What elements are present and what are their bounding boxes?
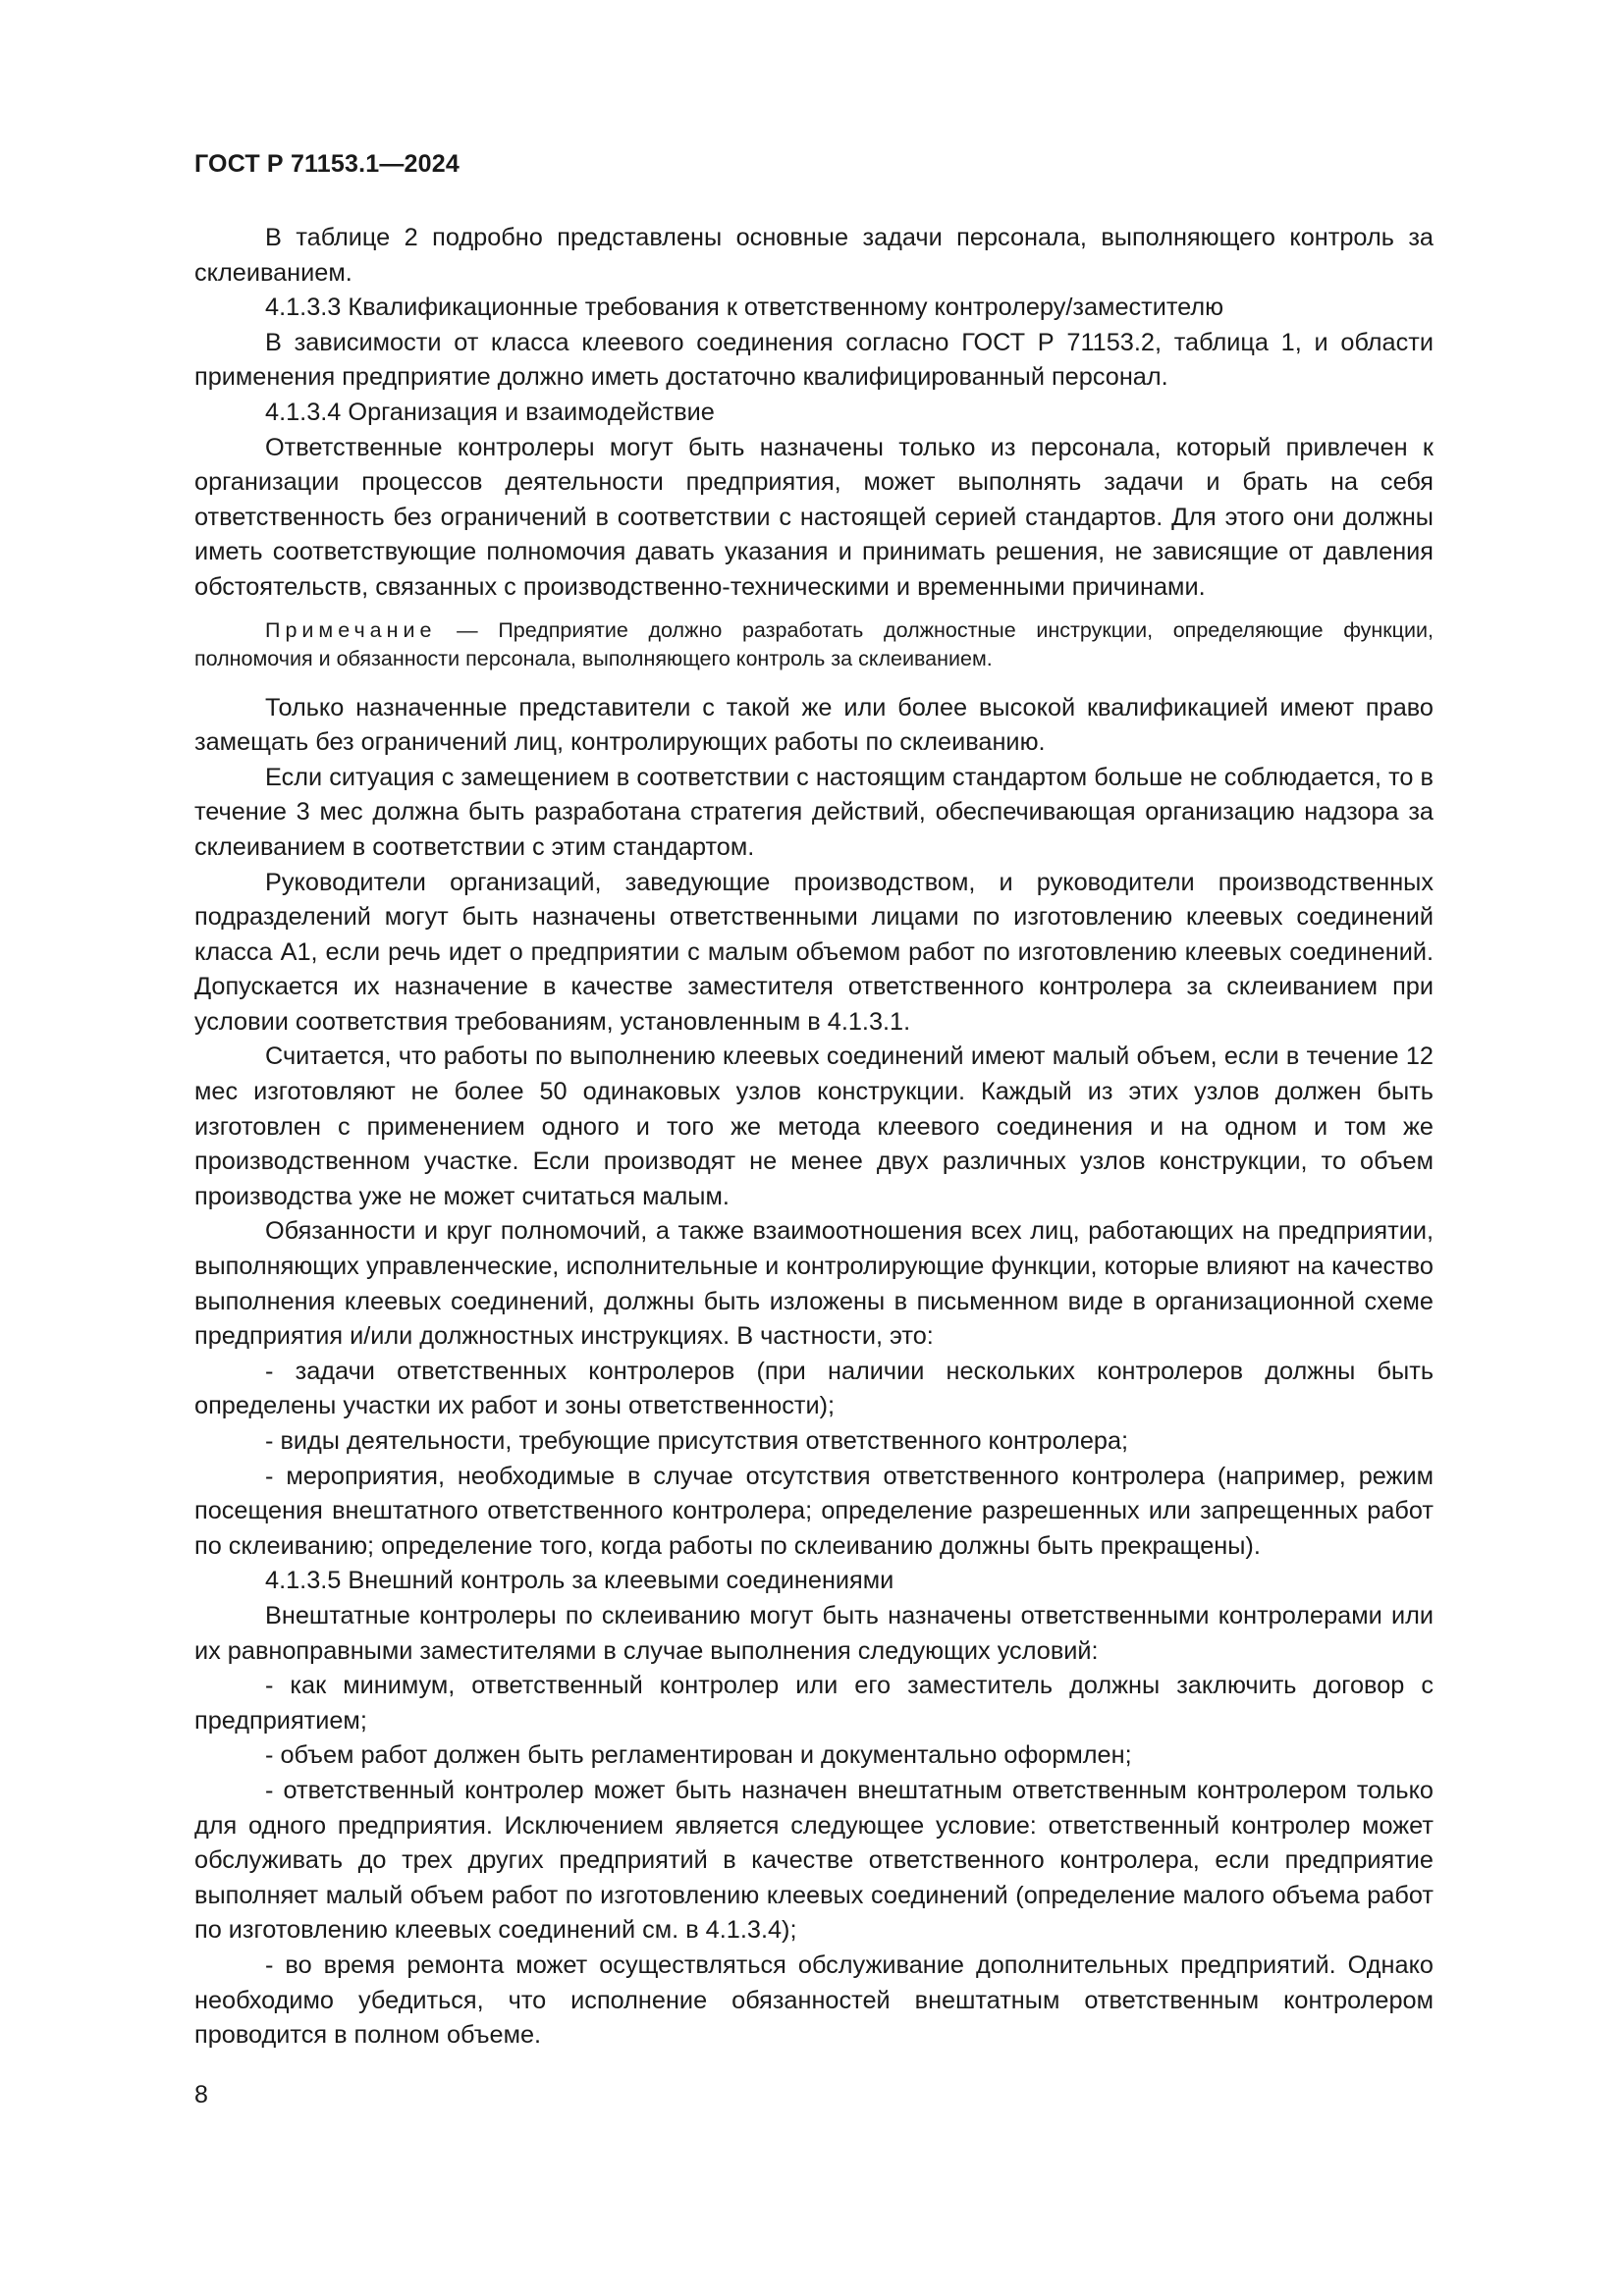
document-body: [194, 221, 1434, 2054]
paragraph: Руководители организаций, заведующие производством, и руководители производственных подразделений могут быть назначены ответственными лицами по изготовлению клеевых соединений класса А1, если речь идет о предприятии с малым объемом работ по изготовлению клеевых соединений. Допускается их назначение в качестве заместителя ответственного контролера за склеиванием при условии соответствия требованиям, установленным в 4.1.3.1.: [194, 868, 1434, 1036]
section-heading-4-1-3-3: 4.1.3.3 Квалификационные требования к ответственному контролеру/заместителю: [265, 294, 1224, 322]
paragraph: В таблице 2 подробно представлены основные задачи персонала, выполняющего контроль за склеиванием.: [194, 224, 1434, 287]
section-heading-4-1-3-5: 4.1.3.5 Внешний контроль за клеевыми соединениями: [265, 1567, 894, 1595]
list-item: - мероприятия, необходимые в случае отсутствия ответственного контролера (например, режим посещения внештатного ответственного контролера; определение разрешенных или запрещенных работ по склеиванию; определение того, когда работы по склеиванию должны быть прекращены).: [194, 1462, 1434, 1560]
list-item: - во время ремонта может осуществляться обслуживание дополнительных предприятий. Однако необходимо убедиться, что исполнение обязанностей внештатным ответственным контролером проводится в полном объеме.: [194, 1950, 1434, 2050]
paragraph: В зависимости от класса клеевого соединения согласно ГОСТ Р 71153.2, таблица 1, и области применения предприятие должно иметь достаточно квалифицированный персонал.: [194, 328, 1434, 392]
note: [194, 616, 1434, 673]
paragraph: Обязанности и круг полномочий, а также взаимоотношения всех лиц, работающих на предприятии, выполняющих управленческие, исполнительные и контролирующие функции, которые влияют на качество выполнения клеевых соединений, должны быть изложены в письменном виде в организационной схеме предприятия и/или должностных инструкциях. В частности, это:: [194, 1217, 1434, 1351]
paragraph: Считается, что работы по выполнению клеевых соединений имеют малый объем, если в течение 12 мес изготовляют не более 50 одинаковых узлов конструкции. Каждый из этих узлов должен быть изготовлен с применением одного и того же метода клеевого соединения и на одном и том же производственном участке. Если производят не менее двух различных узлов конструкции, то объем производства уже не может считаться малым.: [194, 1042, 1434, 1210]
note-label: Примечание: [265, 617, 437, 642]
note-text: — Предприятие должно разработать должностные инструкции, определяющие функции, полномочия и обязанности персонала, выполняющего контроль за склеиванием.: [194, 617, 1434, 670]
section-heading-4-1-3-4: 4.1.3.4 Организация и взаимодействие: [265, 398, 715, 426]
paragraph: Ответственные контролеры могут быть назначены только из персонала, который привлечен к организации процессов деятельности предприятия, может выполнять задачи и брать на себя ответственность без ограничений в соответствии с настоящей серией стандартов. Для этого они должны иметь соответствующие полномочия давать указания и принимать решения, не зависящие от давления обстоятельств, связанных с производственно-техническими и временными причинами.: [194, 433, 1434, 601]
list-item: - ответственный контролер может быть назначен внештатным ответственным контролером только для одного предприятия. Исключением является следующее условие: ответственный контролер может обслуживать до трех других предприятий в качестве ответственного контролера, если предприятие выполняет малый объем работ по изготовлению клеевых соединений (определение малого объема работ по изготовлению клеевых соединений см. в 4.1.3.4);: [194, 1776, 1434, 1945]
paragraph: Внештатные контролеры по склеиванию могут быть назначены ответственными контролерами или их равноправными заместителями в случае выполнения следующих условий:: [194, 1601, 1434, 1665]
list-item: - виды деятельности, требующие присутствия ответственного контролера;: [265, 1427, 1129, 1455]
list-item: - объем работ должен быть регламентирован и документально оформлен;: [265, 1741, 1132, 1770]
document-header: ГОСТ Р 71153.1—2024: [194, 150, 460, 178]
page-number: 8: [194, 2081, 208, 2109]
list-item: - как минимум, ответственный контролер или его заместитель должны заключить договор с предприятием;: [194, 1672, 1434, 1735]
paragraph: Только назначенные представители с такой же или более высокой квалификацией имеют право замещать без ограничений лиц, контролирующих работы по склеиванию.: [194, 693, 1434, 757]
paragraph: Если ситуация с замещением в соответствии с настоящим стандартом больше не соблюдается, то в течение 3 мес должна быть разработана стратегия действий, обеспечивающая организацию надзора за склеиванием в соответствии с этим стандартом.: [194, 763, 1434, 861]
list-item: - задачи ответственных контролеров (при наличии нескольких контролеров должны быть определены участки их работ и зоны ответственности);: [194, 1357, 1434, 1420]
